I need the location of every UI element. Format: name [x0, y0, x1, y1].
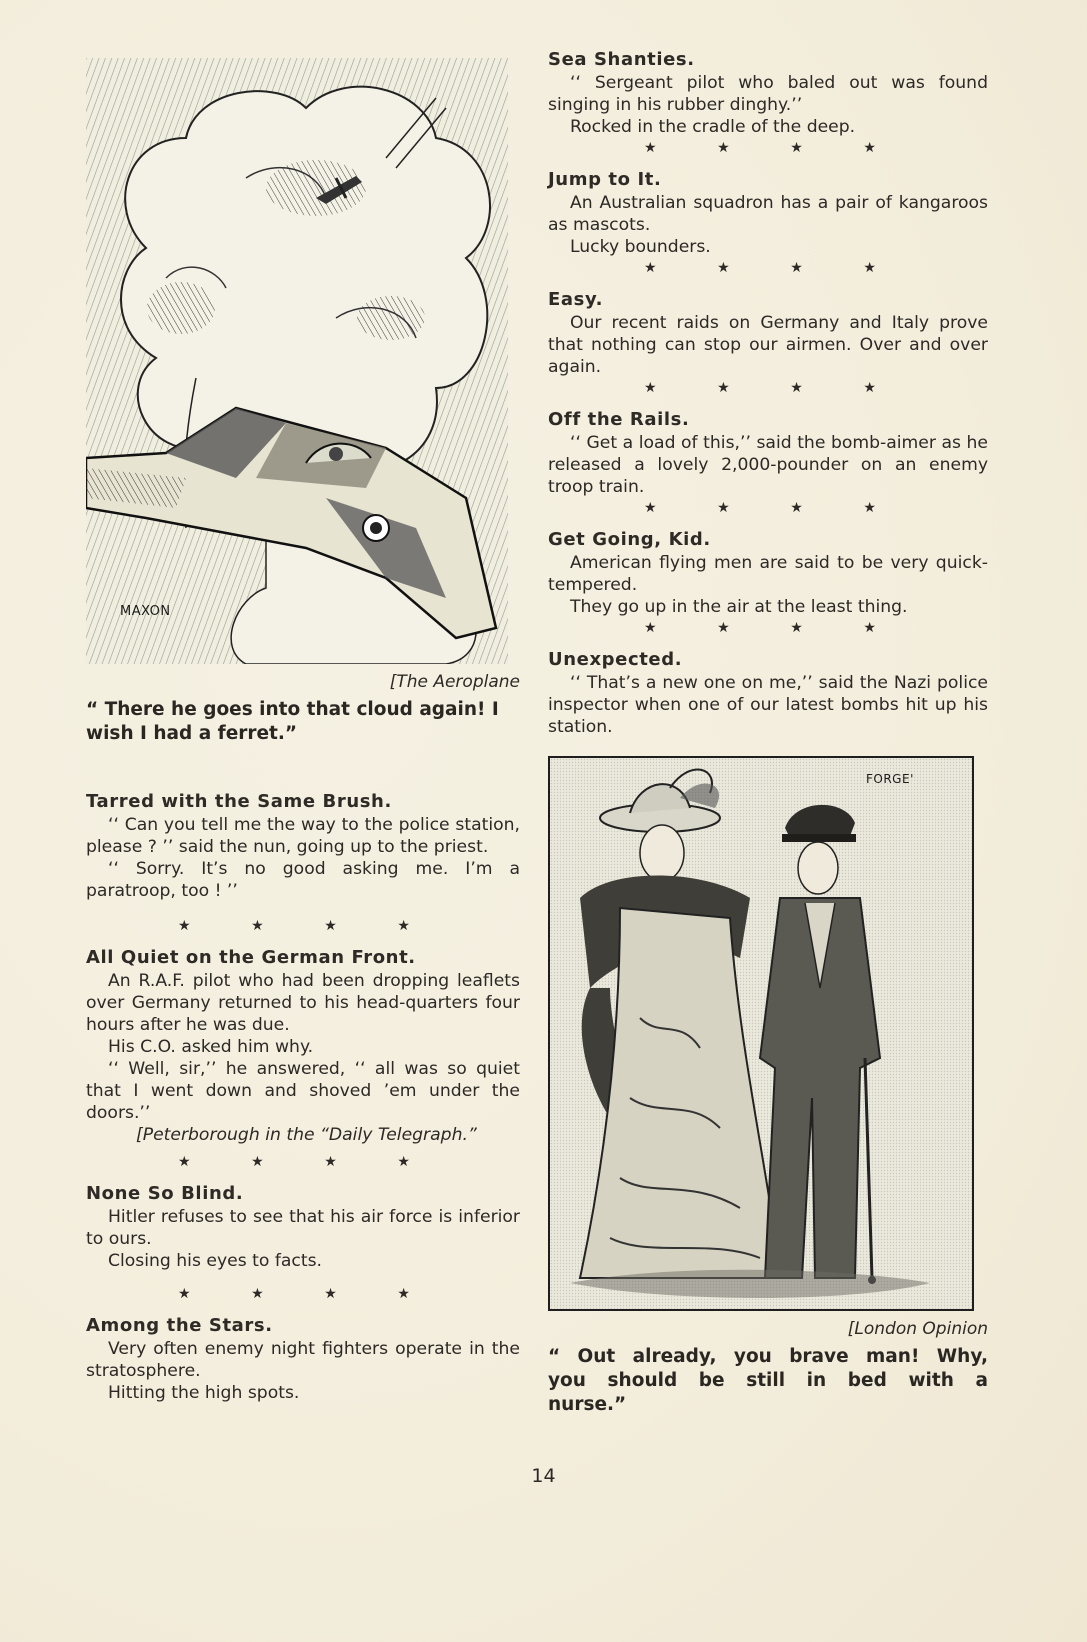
star-icon: ★: [324, 918, 337, 934]
star-icon: ★: [717, 500, 730, 516]
article-heading: Sea Shanties.: [548, 49, 695, 70]
article-paragraph: Closing his eyes to facts.: [108, 1251, 323, 1271]
star-separator: [644, 258, 876, 280]
article-paragraph: Hitting the high spots.: [108, 1383, 300, 1403]
star-icon: ★: [790, 140, 803, 156]
article-heading: Unexpected.: [548, 649, 683, 670]
article-unexpected: [548, 648, 988, 738]
article-jump-to-it: [548, 168, 988, 258]
star-icon: ★: [251, 918, 264, 934]
cartoon-credit-aeroplane: [The Aeroplane: [389, 672, 520, 692]
article-paragraph: ‘‘ Sergeant pilot who baled out was found singing in his rubber dinghy.’’: [548, 73, 988, 115]
article-paragraph: An R.A.F. pilot who had been dropping leaflets over Germany returned to his head-quarters four hours after he was due.: [86, 971, 520, 1035]
artist-signature-maxon: MAXON: [120, 604, 171, 619]
star-icon: ★: [863, 620, 876, 636]
star-icon: ★: [178, 1154, 191, 1170]
star-icon: ★: [863, 260, 876, 276]
article-paragraph: Lucky bounders.: [570, 237, 711, 257]
star-icon: ★: [178, 1286, 191, 1302]
right-column: [548, 48, 988, 1417]
star-separator: [644, 498, 876, 520]
article-paragraph: They go up in the air at the least thing.: [570, 597, 908, 617]
star-icon: ★: [397, 1154, 410, 1170]
article-heading: Jump to It.: [548, 169, 662, 190]
cartoon-caption-ferret: “ There he goes into that cloud again! I wish I had a ferret.”: [86, 699, 499, 744]
star-separator: [644, 378, 876, 400]
article-heading: Among the Stars.: [86, 1315, 273, 1336]
star-icon: ★: [397, 1286, 410, 1302]
article-paragraph: ‘‘ That’s a new one on me,’’ said the Nazi police inspector when one of our latest bombs hit up his station.: [548, 673, 988, 737]
article-heading: Tarred with the Same Brush.: [86, 791, 392, 812]
star-icon: ★: [644, 620, 657, 636]
star-icon: ★: [644, 380, 657, 396]
star-separator: [644, 138, 876, 160]
article-paragraph: Rocked in the cradle of the deep.: [570, 117, 856, 137]
article-source: [Peterborough in the “Daily Telegraph.”: [136, 1125, 477, 1145]
article-paragraph: ‘‘ Sorry. It’s no good asking me. I’m a paratroop, too ! ’’: [86, 859, 520, 901]
article-paragraph: His C.O. asked him why.: [108, 1037, 314, 1057]
article-heading: Easy.: [548, 289, 604, 310]
star-icon: ★: [717, 260, 730, 276]
london-opinion-cartoon: [548, 756, 974, 1311]
star-icon: ★: [324, 1286, 337, 1302]
aeroplane-cartoon: [86, 58, 508, 664]
star-icon: ★: [790, 260, 803, 276]
cartoon-credit-london-opinion: [London Opinion: [847, 1319, 988, 1339]
star-icon: ★: [644, 140, 657, 156]
article-among-stars: [86, 1314, 520, 1404]
star-separator: [178, 1152, 410, 1174]
article-paragraph: Our recent raids on Germany and Italy prove that nothing can stop our airmen. Over and over again.: [548, 313, 988, 377]
star-icon: ★: [251, 1286, 264, 1302]
star-separator: [644, 618, 876, 640]
star-icon: ★: [863, 140, 876, 156]
article-paragraph: Hitler refuses to see that his air force is inferior to ours.: [86, 1207, 520, 1249]
article-off-the-rails: [548, 408, 988, 498]
star-separator: [178, 916, 410, 938]
article-get-going-kid: [548, 528, 988, 618]
star-icon: ★: [863, 500, 876, 516]
artist-signature-forge: FORGE': [866, 772, 914, 786]
article-heading: None So Blind.: [86, 1183, 244, 1204]
article-none-so-blind: [86, 1182, 520, 1272]
article-paragraph: ‘‘ Get a load of this,’’ said the bomb-aimer as he released a lovely 2,000-pounder on an enemy troop train.: [548, 433, 988, 497]
cartoon-caption-nurse: “ Out already, you brave man! Why, you should be still in bed with a nurse.”: [548, 1346, 988, 1415]
star-icon: ★: [178, 918, 191, 934]
article-paragraph: ‘‘ Well, sir,’’ he answered, ‘‘ all was so quiet that I went down and shoved ’em under the doors.’’: [86, 1059, 520, 1123]
star-icon: ★: [397, 918, 410, 934]
star-icon: ★: [324, 1154, 337, 1170]
article-heading: Off the Rails.: [548, 409, 690, 430]
article-easy: [548, 288, 988, 378]
star-icon: ★: [644, 500, 657, 516]
page-number: 14: [531, 1465, 556, 1487]
star-icon: ★: [790, 620, 803, 636]
star-icon: ★: [790, 380, 803, 396]
article-paragraph: American flying men are said to be very quick-tempered.: [548, 553, 988, 595]
star-icon: ★: [863, 380, 876, 396]
article-paragraph: An Australian squadron has a pair of kangaroos as mascots.: [548, 193, 988, 235]
article-paragraph: ‘‘ Can you tell me the way to the police station, please ? ’’ said the nun, going up to the priest.: [86, 815, 520, 857]
star-icon: ★: [790, 500, 803, 516]
star-icon: ★: [717, 140, 730, 156]
lady-and-officer-drawing: [550, 758, 972, 1309]
star-icon: ★: [717, 620, 730, 636]
star-separator: [178, 1284, 410, 1306]
star-icon: ★: [717, 380, 730, 396]
article-heading: Get Going, Kid.: [548, 529, 711, 550]
article-all-quiet: [86, 946, 520, 1146]
star-icon: ★: [251, 1154, 264, 1170]
aeroplane-cloud-drawing: [86, 58, 508, 664]
left-column: [86, 58, 520, 1404]
star-icon: ★: [644, 260, 657, 276]
article-sea-shanties: [548, 48, 988, 138]
article-heading: All Quiet on the German Front.: [86, 947, 416, 968]
article-paragraph: Very often enemy night fighters operate in the stratosphere.: [86, 1339, 520, 1381]
article-tarred-brush: [86, 790, 520, 902]
